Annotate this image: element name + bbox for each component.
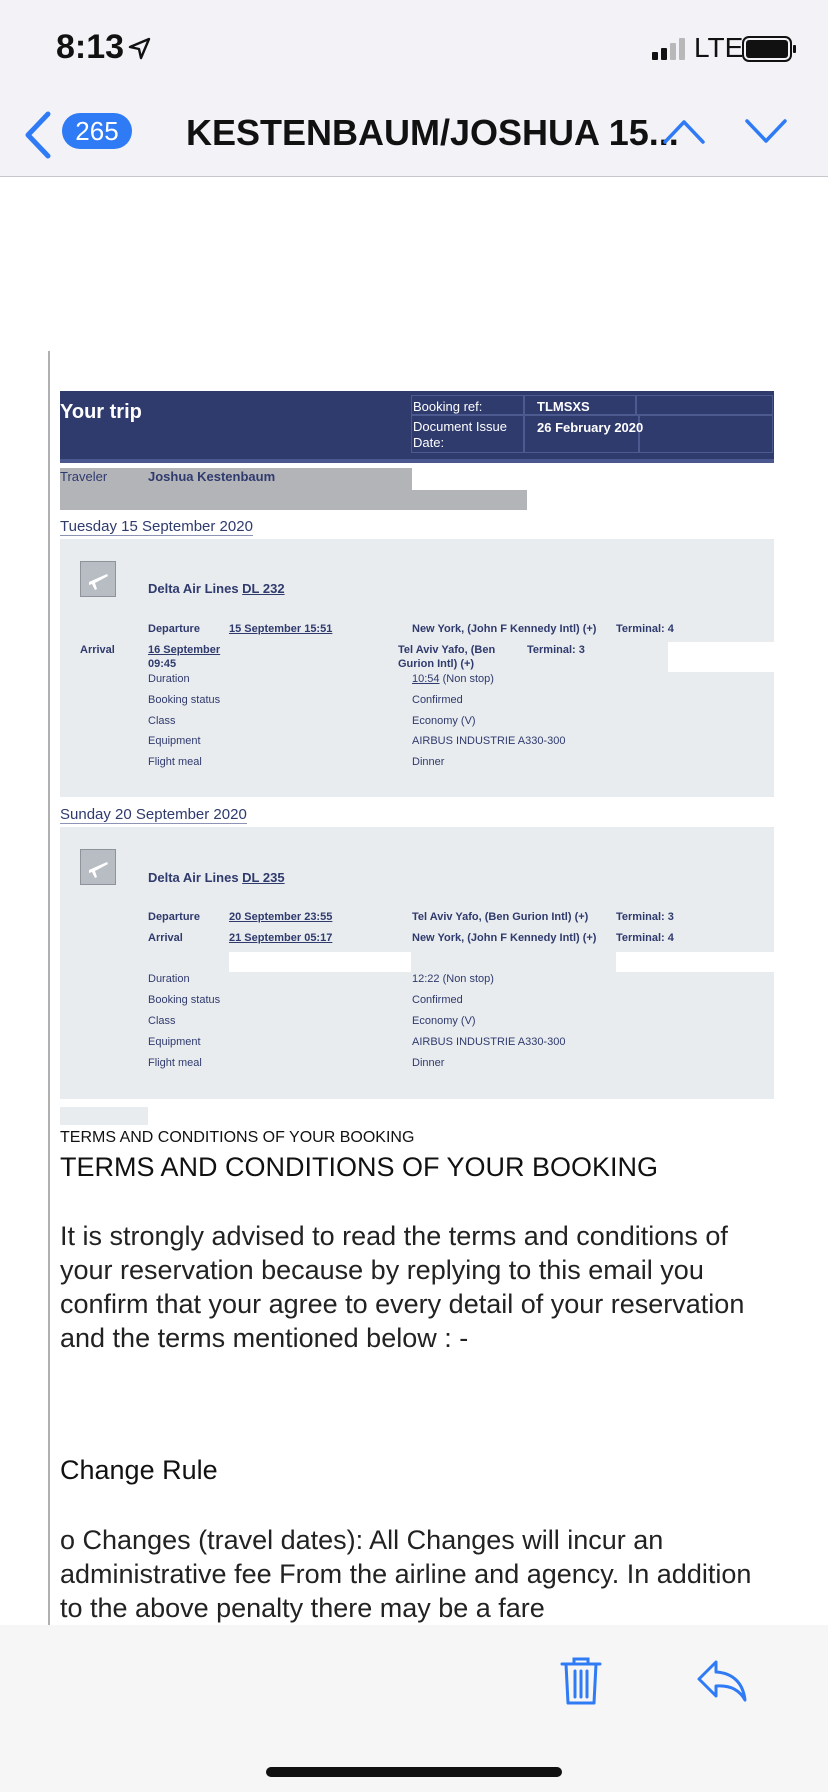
booking-ref-value: TLMSXS xyxy=(537,399,590,414)
table-gap xyxy=(668,642,774,672)
flight-airline xyxy=(148,870,285,885)
navigation-bar xyxy=(0,100,828,177)
table-gap xyxy=(229,952,411,972)
traveler-label: Traveler xyxy=(60,469,108,484)
change-rule-heading: Change Rule xyxy=(60,1455,218,1485)
departure-time[interactable]: 15 September 15:51 xyxy=(229,623,333,635)
home-indicator[interactable] xyxy=(266,1767,562,1777)
class-label: Class xyxy=(148,715,176,727)
traveler-row-fill xyxy=(60,490,527,510)
departure-time[interactable]: 20 September 23:55 xyxy=(229,911,333,923)
arrival-date[interactable]: 16 September xyxy=(148,644,221,656)
airline-name: Delta Air Lines xyxy=(148,870,239,885)
arrival-label: Arrival xyxy=(80,644,115,656)
trash-icon[interactable] xyxy=(558,1655,604,1707)
traveler-name: Joshua Kestenbaum xyxy=(148,469,276,484)
airplane-icon xyxy=(80,561,116,597)
equipment-label: Equipment xyxy=(148,735,201,747)
status-bar xyxy=(0,0,828,100)
departure-terminal: Terminal: 4 xyxy=(616,623,674,635)
spacer-block xyxy=(60,1107,148,1125)
departure-terminal: Terminal: 3 xyxy=(616,911,674,923)
clock: 8:13 xyxy=(56,28,125,66)
equipment-label: Equipment xyxy=(148,1036,201,1048)
duration-label: Duration xyxy=(148,973,190,985)
departure-label: Departure xyxy=(148,623,200,635)
reply-icon[interactable] xyxy=(696,1659,748,1703)
arrival-label: Arrival xyxy=(148,932,183,944)
chevron-up-icon[interactable] xyxy=(662,116,706,146)
segment-date[interactable]: Sunday 20 September 2020 xyxy=(60,806,247,823)
duration-label: Duration xyxy=(148,673,190,685)
class-value: Economy (V) xyxy=(412,715,476,727)
arrival-airport: New York, (John F Kennedy Intl) (+) xyxy=(412,932,597,944)
equipment-value: AIRBUS INDUSTRIE A330-300 xyxy=(412,1036,566,1048)
meal-value: Dinner xyxy=(412,1057,445,1069)
equipment-value: AIRBUS INDUSTRIE A330-300 xyxy=(412,735,566,747)
booking-ref-label: Booking ref: xyxy=(413,399,483,414)
arrival-time[interactable]: 21 September 05:17 xyxy=(229,932,333,944)
duration-value: 12:22 (Non stop) xyxy=(412,973,494,985)
airline-name: Delta Air Lines xyxy=(148,581,239,596)
battery-icon xyxy=(742,36,798,62)
class-label: Class xyxy=(148,1015,176,1027)
network-label: LTE xyxy=(694,32,744,63)
duration-value xyxy=(412,673,494,685)
class-value: Economy (V) xyxy=(412,1015,476,1027)
terms-heading: TERMS AND CONDITIONS OF YOUR BOOKING xyxy=(60,1152,659,1182)
duration-note: (Non stop) xyxy=(442,673,494,685)
issue-date-label: Document Issue Date: xyxy=(413,419,507,450)
status-label: Booking status xyxy=(148,994,221,1006)
quote-rule xyxy=(48,351,50,1625)
arrival-airport: Tel Aviv Yafo, (Ben xyxy=(398,644,496,656)
email-body[interactable] xyxy=(0,177,828,1625)
arrival-airport-cont: Gurion Intl) (+) xyxy=(398,658,475,670)
departure-airport: New York, (John F Kennedy Intl) (+) xyxy=(412,623,597,635)
meal-label: Flight meal xyxy=(148,756,202,768)
arrival-terminal: Terminal: 4 xyxy=(616,932,674,944)
flight-number[interactable]: DL 235 xyxy=(242,870,285,885)
message-title: KESTENBAUM/JOSHUA 15... xyxy=(186,112,679,153)
chevron-left-icon[interactable] xyxy=(22,110,54,160)
segment-date[interactable]: Tuesday 15 September 2020 xyxy=(60,518,253,535)
trip-heading: Your trip xyxy=(60,401,142,423)
flight-number[interactable]: DL 232 xyxy=(242,581,285,596)
duration-time[interactable]: 10:54 xyxy=(412,673,440,685)
terms-small-heading: TERMS AND CONDITIONS OF YOUR BOOKING xyxy=(60,1129,415,1146)
meal-label: Flight meal xyxy=(148,1057,202,1069)
departure-label: Departure xyxy=(148,911,200,923)
meal-value: Dinner xyxy=(412,756,445,768)
flight-airline xyxy=(148,581,285,596)
airplane-icon xyxy=(80,849,116,885)
departure-airport: Tel Aviv Yafo, (Ben Gurion Intl) (+) xyxy=(412,911,589,923)
location-arrow-icon xyxy=(128,36,152,60)
arrival-terminal: Terminal: 3 xyxy=(527,644,585,656)
arrival-time: 09:45 xyxy=(148,658,177,670)
status-label: Booking status xyxy=(148,694,221,706)
chevron-down-icon[interactable] xyxy=(744,116,788,146)
changes-text: o Changes (travel dates): All Changes will incur an administrative fee From the airline and agency. In addition to the above penalty there may be a fare xyxy=(60,1525,752,1623)
issue-date-value: 26 February 2020 xyxy=(537,420,644,435)
booking-status: Confirmed xyxy=(412,694,463,706)
terms-intro: It is strongly advised to read the terms and conditions of your reservation because by replying to this email you confirm that your agree to every detail of your reservation and the terms mentioned below : - xyxy=(60,1221,745,1353)
table-gap xyxy=(616,952,774,972)
signal-icon xyxy=(652,38,688,60)
unread-count-badge[interactable]: 265 xyxy=(62,113,132,149)
booking-status: Confirmed xyxy=(412,994,463,1006)
